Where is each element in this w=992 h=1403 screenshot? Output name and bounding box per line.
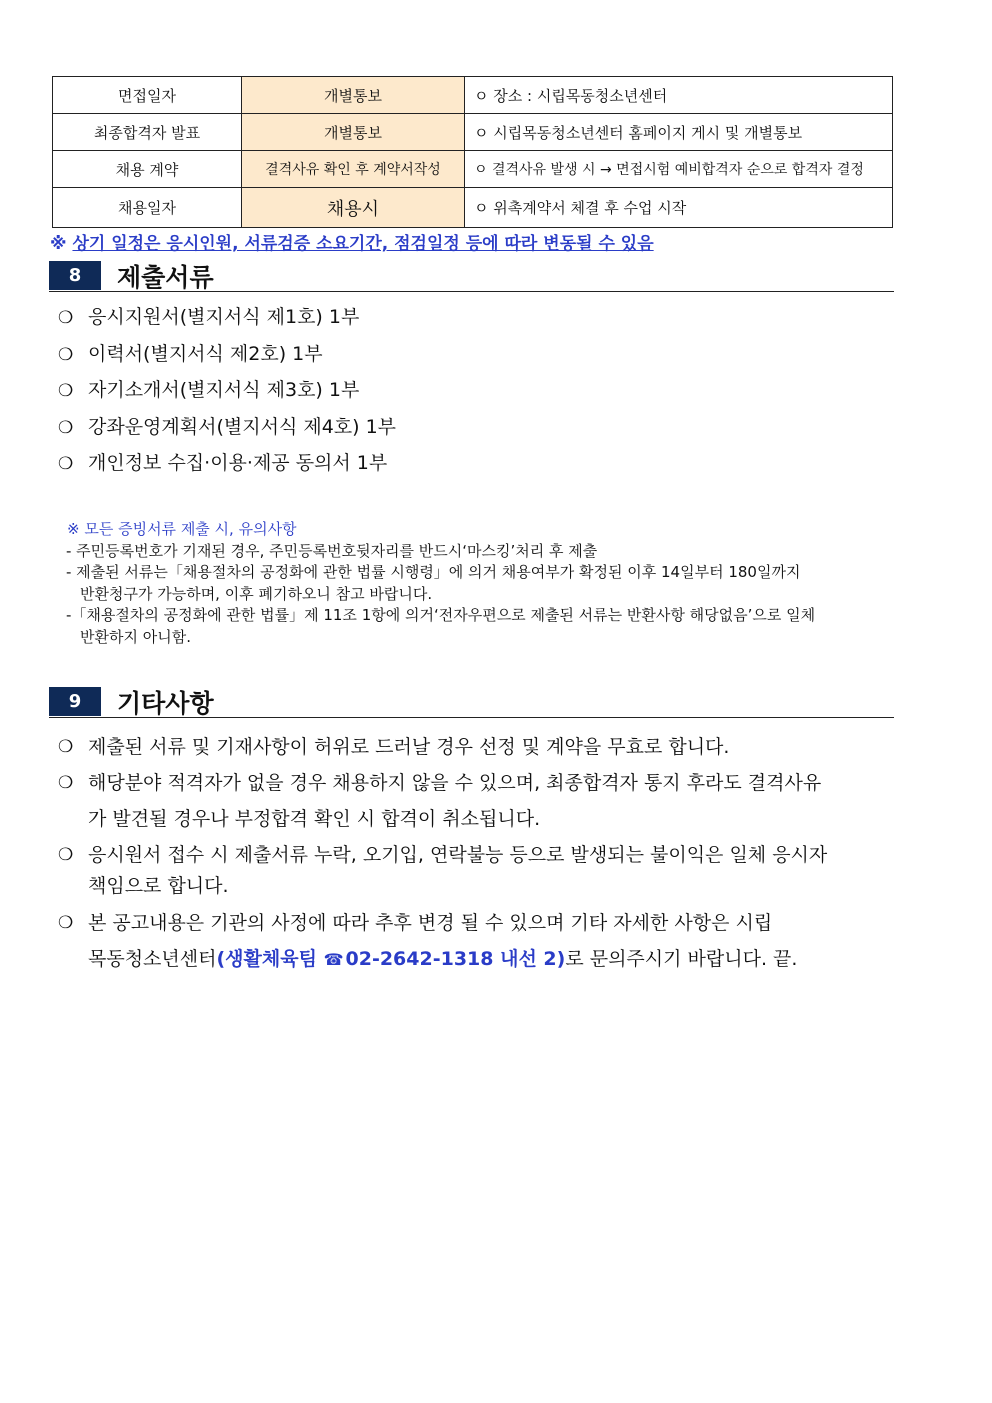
- list-item: ❍ 강좌운영계획서(별지서식 제4호) 1부: [58, 412, 396, 449]
- note-text: 상기 일정은 응시인원, 서류검증 소요기간, 점검일정 등에 따라 변동될 수 있음: [72, 234, 654, 254]
- list-item: ❍ 해당분야 적격자가 없을 경우 채용하지 않을 수 있으며, 최종합격자 통지 후라도 결격사유 가 발견될 경우나 부정합격 확인 시 합격이 취소됩니다.: [58, 765, 948, 837]
- list-item: ❍ 응시지원서(별지서식 제1호) 1부: [58, 302, 396, 339]
- table-row: [53, 114, 893, 151]
- section-title: 제출서류: [117, 263, 214, 292]
- caution-notes: [66, 519, 815, 648]
- row-method: 개별통보: [242, 114, 465, 151]
- section-title: 기타사항: [117, 689, 214, 718]
- row-method: 채용시: [242, 188, 465, 228]
- row-detail: ㅇ 장소 : 시립목동청소년센터: [465, 77, 893, 114]
- bullet-icon: ❍: [58, 737, 74, 757]
- table-row: [53, 188, 893, 228]
- phone-icon: ☎: [323, 950, 344, 969]
- bullet-icon: ❍: [58, 308, 74, 328]
- bullet-icon: ❍: [58, 417, 74, 438]
- row-method: 결격사유 확인 후 계약서작성: [242, 151, 465, 188]
- row-detail: ㅇ 결격사유 발생 시 → 면접시험 예비합격자 순으로 합격자 결정: [465, 151, 893, 188]
- table-row: [53, 77, 893, 114]
- section-number: 8: [49, 261, 101, 290]
- bullet-icon: ❍: [58, 454, 74, 474]
- bullet-icon: ❍: [58, 773, 74, 793]
- caution-line: -「채용절차의 공정화에 관한 법률」제 11조 1항에 의거‘전자우편으로 제출된 서류는 반환사항 해당없음’으로 일체: [66, 606, 816, 624]
- bullet-icon: ❍: [58, 913, 74, 933]
- bullet-icon: ❍: [58, 344, 74, 365]
- caution-line: 반환청구가 가능하며, 이후 폐기하오니 참고 바랍니다.: [80, 584, 433, 603]
- list-item: ❍ 자기소개서(별지서식 제3호) 1부: [58, 375, 396, 412]
- list-item: ❍ 본 공고내용은 기관의 사정에 따라 추후 변경 될 수 있으며 기타 자세한 사항은 시립 목동청소년센터(생활체육팀 ☎ 02-2642-1318 내선 2)로 문의주시기 바랍니다. 끝.: [58, 905, 948, 978]
- row-label: 면접일자: [53, 77, 242, 114]
- section-header-9: [49, 687, 894, 718]
- list-item: ❍ 제출된 서류 및 기재사항이 허위로 드러날 경우 선정 및 계약을 무효로 합니다.: [58, 729, 948, 765]
- row-method: 개별통보: [242, 77, 465, 114]
- bullet-icon: ❍: [58, 381, 74, 401]
- row-detail: ㅇ 위촉계약서 체결 후 수업 시작: [465, 188, 893, 228]
- caution-title: ※ 모든 증빙서류 제출 시, 유의사항: [67, 520, 297, 538]
- schedule-note: [50, 229, 654, 254]
- list-item: ❍ 이력서(별지서식 제2호) 1부: [58, 339, 396, 376]
- table-row: [53, 151, 893, 188]
- row-detail: ㅇ 시립목동청소년센터 홈페이지 게시 및 개별통보: [465, 114, 893, 151]
- section-header-8: [49, 261, 894, 292]
- other-notes-list: [58, 729, 948, 978]
- section-number: 9: [49, 687, 101, 716]
- caution-line: - 제출된 서류는「채용절차의 공정화에 관한 법률 시행령」에 의거 채용여부가 확정된 이후 14일부터 180일까지: [66, 563, 801, 581]
- schedule-table: [52, 76, 893, 228]
- contact-info: (생활체육팀 ☎ 02-2642-1318 내선 2): [216, 948, 565, 970]
- row-label: 채용 계약: [53, 151, 242, 188]
- caution-line: 반환하지 아니함.: [80, 627, 191, 646]
- note-mark: ※: [50, 234, 67, 254]
- list-item: ❍ 응시원서 접수 시 제출서류 누락, 오기입, 연락불능 등으로 발생되는 불이익은 일체 응시자 책임으로 합니다.: [58, 837, 948, 899]
- bullet-icon: ❍: [58, 845, 74, 865]
- row-label: 채용일자: [53, 188, 242, 228]
- list-item: ❍ 개인정보 수집·이용·제공 동의서 1부: [58, 448, 396, 485]
- row-label: 최종합격자 발표: [53, 114, 242, 151]
- document-list: [58, 302, 396, 485]
- caution-line: - 주민등록번호가 기재된 경우, 주민등록번호뒷자리를 반드시‘마스킹’처리 후 제출: [66, 541, 598, 560]
